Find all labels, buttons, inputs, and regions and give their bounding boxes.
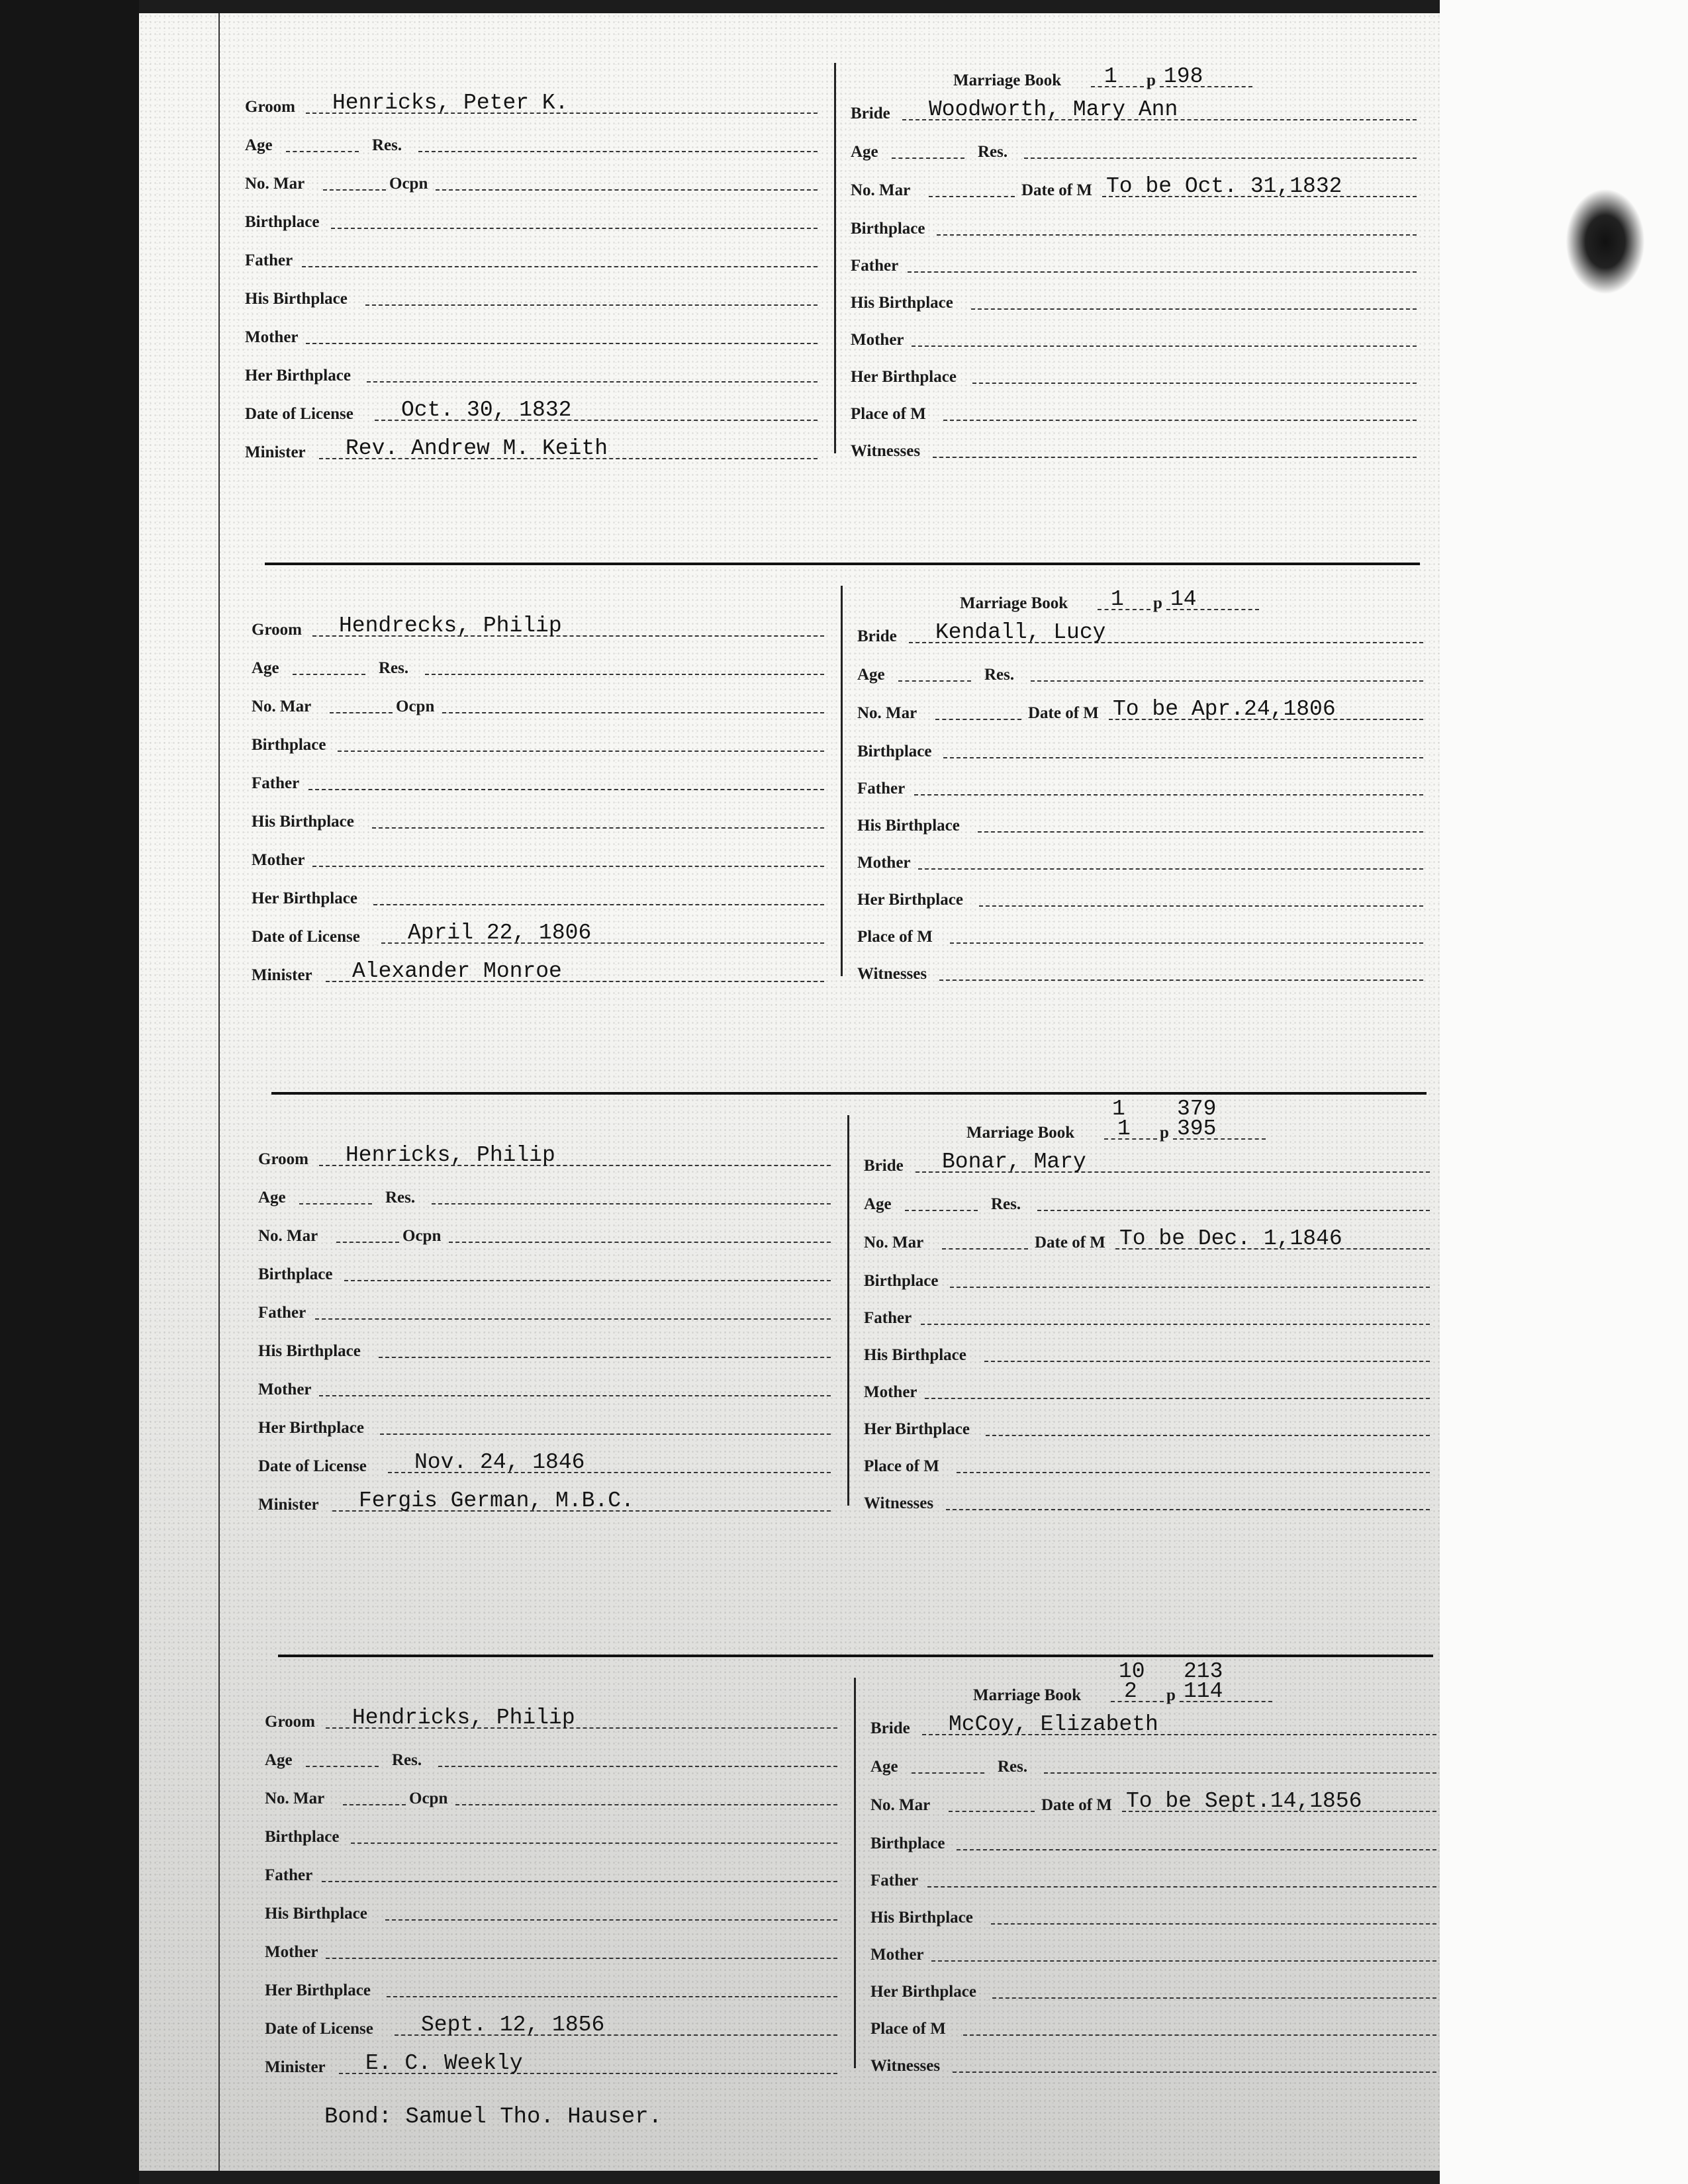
marriage-record — [152, 1066, 1453, 1569]
birthplace-label: Birthplace — [245, 213, 320, 231]
date-of-marriage-value: To be Oct. 31,1832 — [1106, 174, 1342, 199]
field-place-of-m — [870, 2008, 1440, 2040]
birthplace-label: Birthplace — [265, 1828, 340, 1846]
father-label: Father — [857, 780, 906, 797]
field-father — [864, 1297, 1433, 1329]
field-his-birthplace — [258, 1330, 834, 1362]
field-place-of-m — [857, 916, 1427, 948]
field-groom — [265, 1701, 841, 1733]
ocpn-label: Ocpn — [409, 1790, 448, 1807]
field-age — [265, 1739, 841, 1771]
field-place-of-m — [864, 1445, 1433, 1477]
field-mother — [258, 1369, 834, 1400]
father-label: Father — [851, 257, 899, 275]
birthplace-label: Birthplace — [258, 1265, 333, 1283]
marriage-book-ref — [973, 1659, 1291, 1706]
field-her-birthplace — [864, 1408, 1433, 1440]
no-mar-label: No. Mar — [857, 704, 917, 722]
field-age — [258, 1177, 834, 1208]
scan-right-margin — [1440, 0, 1688, 2184]
her-birthplace-label: Her Birthplace — [851, 368, 957, 386]
bride-label: Bride — [857, 627, 897, 645]
birthplace-label: Birthplace — [857, 743, 932, 760]
field-her-birthplace — [245, 355, 821, 387]
witnesses-label: Witnesses — [870, 2057, 941, 2075]
groom-label: Groom — [245, 98, 295, 116]
age-label: Age — [851, 143, 878, 161]
field-bride — [857, 615, 1427, 647]
her-birthplace-label: Her Birthplace — [265, 1981, 371, 1999]
her-birthplace-label: Her Birthplace — [252, 889, 357, 907]
marriage-record — [146, 536, 1446, 1039]
bride-value: Kendall, Lucy — [935, 620, 1106, 645]
place-of-m-label: Place of M — [870, 2020, 946, 2038]
bride-value: Bonar, Mary — [942, 1150, 1086, 1174]
date-of-license-label: Date of License — [265, 2020, 373, 2038]
field-father — [870, 1860, 1440, 1891]
field-his-birthplace — [245, 278, 821, 310]
no-mar-label: No. Mar — [851, 181, 911, 199]
field-her-birthplace — [252, 878, 827, 909]
her-birthplace-label: Her Birthplace — [245, 367, 351, 385]
field-her-birthplace — [870, 1971, 1440, 2003]
field-birthplace — [258, 1253, 834, 1285]
minister-value: E. C. Weekly — [365, 2051, 523, 2075]
father-label: Father — [245, 251, 293, 269]
age-label: Age — [252, 659, 279, 677]
field-father — [245, 240, 821, 271]
date-of-marriage-value: To be Apr.24,1806 — [1113, 697, 1336, 721]
column-divider — [841, 586, 843, 976]
mother-label: Mother — [258, 1381, 312, 1398]
field-no-mar — [245, 163, 821, 195]
book-number: 2 — [1124, 1679, 1137, 1704]
date-of-marriage-value: To be Dec. 1,1846 — [1119, 1226, 1342, 1251]
marriage-book-ref — [960, 582, 1278, 614]
field-minister — [258, 1484, 834, 1516]
page-label: p — [1147, 71, 1156, 89]
no-mar-label: No. Mar — [252, 698, 312, 715]
res-label: Res. — [372, 136, 402, 154]
page-number: 395 — [1177, 1116, 1217, 1141]
page-number-extra: 213 — [1184, 1659, 1223, 1684]
field-her-birthplace — [258, 1407, 834, 1439]
field-no-mar — [258, 1215, 834, 1247]
groom-label: Groom — [252, 621, 302, 639]
column-divider — [834, 63, 836, 453]
field-mother — [252, 839, 827, 871]
date-of-m-label: Date of M — [1035, 1234, 1105, 1251]
mother-label: Mother — [265, 1943, 318, 1961]
field-no-mar — [870, 1784, 1440, 1816]
ocpn-label: Ocpn — [396, 698, 435, 715]
field-place-of-m — [851, 393, 1420, 425]
marriage-book-ref — [966, 1097, 1284, 1144]
page-number: 14 — [1170, 587, 1197, 612]
field-birthplace — [252, 724, 827, 756]
date-of-license-label: Date of License — [245, 405, 353, 423]
field-age — [245, 124, 821, 156]
marriage-book-label: Marriage Book — [973, 1686, 1082, 1704]
field-age — [851, 131, 1420, 163]
field-date-of-license — [258, 1445, 834, 1477]
field-date-of-license — [265, 2008, 841, 2040]
res-label: Res. — [392, 1751, 422, 1769]
minister-value: Rev. Andrew M. Keith — [346, 436, 608, 461]
his-birthplace-label: His Birthplace — [851, 294, 953, 312]
her-birthplace-label: Her Birthplace — [258, 1419, 364, 1437]
birthplace-label: Birthplace — [252, 736, 326, 754]
birthplace-label: Birthplace — [851, 220, 925, 238]
bride-label: Bride — [864, 1157, 904, 1175]
no-mar-label: No. Mar — [870, 1796, 931, 1814]
his-birthplace-label: His Birthplace — [252, 813, 354, 831]
book-number-extra: 10 — [1119, 1659, 1145, 1684]
res-label: Res. — [379, 659, 409, 677]
field-mother — [870, 1934, 1440, 1966]
father-label: Father — [864, 1309, 912, 1327]
minister-value: Alexander Monroe — [352, 959, 562, 983]
her-birthplace-label: Her Birthplace — [857, 891, 963, 909]
groom-value: Hendrecks, Philip — [339, 614, 562, 638]
field-mother — [245, 316, 821, 348]
minister-label: Minister — [245, 443, 306, 461]
field-father — [857, 768, 1427, 799]
field-minister — [265, 2046, 841, 2078]
field-age — [870, 1746, 1440, 1778]
father-label: Father — [870, 1872, 919, 1889]
marriage-book-label: Marriage Book — [960, 594, 1068, 612]
record-separator — [271, 1092, 1427, 1095]
date-of-m-label: Date of M — [1041, 1796, 1112, 1814]
minister-value: Fergis German, M.B.C. — [359, 1488, 634, 1513]
column-divider — [847, 1115, 849, 1506]
marriage-book-ref — [953, 60, 1271, 91]
his-birthplace-label: His Birthplace — [245, 290, 348, 308]
groom-label: Groom — [265, 1713, 315, 1731]
field-mother — [864, 1371, 1433, 1403]
field-age — [857, 654, 1427, 686]
page-label: p — [1153, 594, 1162, 612]
field-mother — [265, 1931, 841, 1963]
field-father — [258, 1292, 834, 1324]
field-birthplace — [245, 201, 821, 233]
groom-value: Hendricks, Philip — [352, 1706, 575, 1730]
date-of-license-label: Date of License — [258, 1457, 367, 1475]
field-birthplace — [857, 731, 1427, 762]
date-of-license-value: Sept. 12, 1856 — [421, 2013, 605, 2037]
minister-label: Minister — [252, 966, 312, 984]
field-father — [265, 1854, 841, 1886]
age-label: Age — [265, 1751, 293, 1769]
page-number: 114 — [1184, 1679, 1223, 1704]
field-groom — [252, 609, 827, 641]
ink-smudge — [1566, 189, 1645, 295]
witnesses-label: Witnesses — [851, 442, 921, 460]
bride-label: Bride — [851, 105, 890, 122]
place-of-m-label: Place of M — [851, 405, 926, 423]
field-date-of-license — [252, 916, 827, 948]
field-bride — [851, 93, 1420, 124]
res-label: Res. — [385, 1189, 416, 1206]
page-number: 198 — [1164, 64, 1203, 89]
marriage-record — [159, 1628, 1460, 2131]
field-witnesses — [857, 953, 1427, 985]
record-separator — [278, 1655, 1433, 1657]
book-number-extra: 1 — [1112, 1097, 1125, 1121]
age-label: Age — [258, 1189, 286, 1206]
father-label: Father — [252, 774, 300, 792]
date-of-m-label: Date of M — [1028, 704, 1099, 722]
witnesses-label: Witnesses — [857, 965, 927, 983]
no-mar-label: No. Mar — [258, 1227, 318, 1245]
record-separator — [265, 563, 1420, 565]
his-birthplace-label: His Birthplace — [864, 1346, 966, 1364]
groom-value: Henricks, Peter K. — [332, 91, 569, 115]
age-label: Age — [245, 136, 273, 154]
field-groom — [245, 86, 821, 118]
field-bride — [870, 1707, 1440, 1739]
bride-value: Woodworth, Mary Ann — [929, 97, 1178, 122]
her-birthplace-label: Her Birthplace — [870, 1983, 976, 2001]
mother-label: Mother — [870, 1946, 924, 1964]
mother-label: Mother — [245, 328, 299, 346]
marriage-record — [139, 13, 1440, 516]
field-witnesses — [864, 1482, 1433, 1514]
mother-label: Mother — [851, 331, 904, 349]
book-number: 1 — [1104, 64, 1117, 89]
age-label: Age — [870, 1758, 898, 1776]
father-label: Father — [265, 1866, 313, 1884]
field-birthplace — [265, 1816, 841, 1848]
res-label: Res. — [978, 143, 1008, 161]
her-birthplace-label: Her Birthplace — [864, 1420, 970, 1438]
age-label: Age — [857, 666, 885, 684]
date-of-license-value: Nov. 24, 1846 — [414, 1450, 585, 1475]
field-her-birthplace — [265, 1970, 841, 2001]
no-mar-label: No. Mar — [245, 175, 305, 193]
field-birthplace — [864, 1260, 1433, 1292]
birthplace-label: Birthplace — [864, 1272, 939, 1290]
page-number-extra: 379 — [1177, 1097, 1217, 1121]
field-minister — [252, 954, 827, 986]
field-groom — [258, 1138, 834, 1170]
father-label: Father — [258, 1304, 306, 1322]
marriage-book-label: Marriage Book — [966, 1124, 1075, 1142]
field-mother — [851, 319, 1420, 351]
place-of-m-label: Place of M — [864, 1457, 939, 1475]
date-of-marriage-value: To be Sept.14,1856 — [1126, 1789, 1362, 1813]
his-birthplace-label: His Birthplace — [857, 817, 960, 835]
field-birthplace — [851, 208, 1420, 240]
field-minister — [245, 432, 821, 463]
field-his-birthplace — [857, 805, 1427, 837]
ocpn-label: Ocpn — [402, 1227, 442, 1245]
witnesses-label: Witnesses — [864, 1494, 934, 1512]
birthplace-label: Birthplace — [870, 1835, 945, 1852]
field-her-birthplace — [857, 879, 1427, 911]
field-no-mar — [857, 692, 1427, 724]
field-mother — [857, 842, 1427, 874]
marriage-book-label: Marriage Book — [953, 71, 1062, 89]
age-label: Age — [864, 1195, 892, 1213]
his-birthplace-label: His Birthplace — [258, 1342, 361, 1360]
mother-label: Mother — [252, 851, 305, 869]
field-father — [851, 245, 1420, 277]
res-label: Res. — [998, 1758, 1028, 1776]
record-sheet — [139, 13, 1440, 2171]
field-no-mar — [864, 1222, 1433, 1253]
date-of-license-label: Date of License — [252, 928, 360, 946]
no-mar-label: No. Mar — [265, 1790, 325, 1807]
date-of-m-label: Date of M — [1021, 181, 1092, 199]
book-number: 1 — [1117, 1116, 1131, 1141]
his-birthplace-label: His Birthplace — [870, 1909, 973, 1927]
field-no-mar — [265, 1778, 841, 1809]
field-his-birthplace — [864, 1334, 1433, 1366]
no-mar-label: No. Mar — [864, 1234, 924, 1251]
book-number: 1 — [1111, 587, 1124, 612]
field-his-birthplace — [851, 282, 1420, 314]
bride-value: McCoy, Elizabeth — [949, 1712, 1158, 1737]
bride-label: Bride — [870, 1719, 910, 1737]
field-age — [252, 647, 827, 679]
page-label: p — [1160, 1124, 1169, 1142]
minister-label: Minister — [258, 1496, 319, 1514]
res-label: Res. — [991, 1195, 1021, 1213]
mother-label: Mother — [857, 854, 911, 872]
groom-label: Groom — [258, 1150, 308, 1168]
field-his-birthplace — [870, 1897, 1440, 1929]
field-bride — [864, 1145, 1433, 1177]
scan-left-margin — [0, 0, 139, 2184]
ocpn-label: Ocpn — [389, 175, 428, 193]
minister-label: Minister — [265, 2058, 326, 2076]
field-his-birthplace — [252, 801, 827, 833]
field-witnesses — [870, 2045, 1440, 2077]
date-of-license-value: Oct. 30, 1832 — [401, 398, 572, 422]
date-of-license-value: April 22, 1806 — [408, 921, 592, 945]
res-label: Res. — [984, 666, 1015, 684]
page-label: p — [1166, 1686, 1176, 1704]
field-birthplace — [870, 1823, 1440, 1854]
mother-label: Mother — [864, 1383, 917, 1401]
field-her-birthplace — [851, 356, 1420, 388]
field-no-mar — [851, 169, 1420, 201]
column-divider — [854, 1678, 856, 2068]
bond-note: Bond: Samuel Tho. Hauser. — [324, 2105, 663, 2130]
groom-value: Henricks, Philip — [346, 1143, 555, 1167]
field-witnesses — [851, 430, 1420, 462]
field-father — [252, 762, 827, 794]
field-age — [864, 1183, 1433, 1215]
field-no-mar — [252, 686, 827, 717]
place-of-m-label: Place of M — [857, 928, 933, 946]
his-birthplace-label: His Birthplace — [265, 1905, 367, 1923]
field-date-of-license — [245, 393, 821, 425]
field-his-birthplace — [265, 1893, 841, 1925]
